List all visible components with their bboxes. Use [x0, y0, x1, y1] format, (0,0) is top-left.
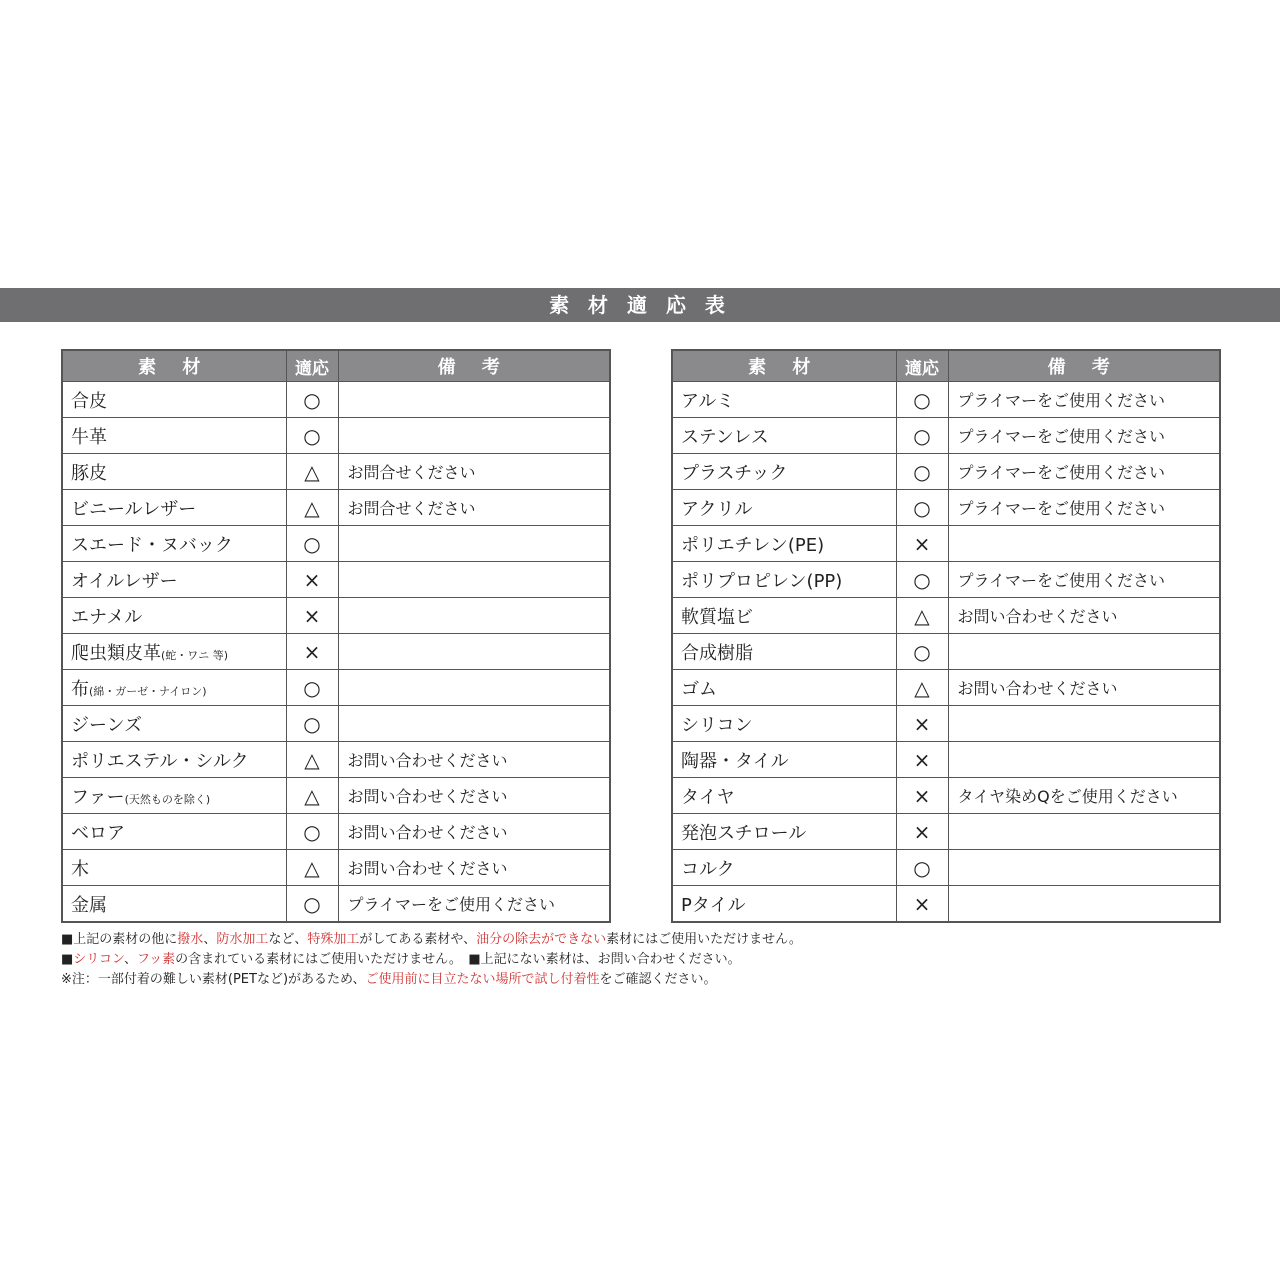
remark-cell: お問い合わせください — [338, 742, 610, 778]
suitability-mark: ○ — [286, 382, 338, 418]
remark-cell — [948, 742, 1220, 778]
table-row — [62, 562, 610, 598]
header-material: 素 材 — [62, 350, 286, 382]
suitability-mark: △ — [286, 850, 338, 886]
suitability-mark: ○ — [896, 490, 948, 526]
material-cell — [672, 526, 896, 562]
material-name: 軟質塩ビ — [681, 606, 753, 628]
table-row — [672, 562, 1220, 598]
table-row — [672, 742, 1220, 778]
remark-cell — [338, 706, 610, 742]
remark-cell — [338, 562, 610, 598]
remark-cell: お問い合わせください — [338, 850, 610, 886]
remark-cell: プライマーをご使用ください — [948, 562, 1220, 598]
table-row — [672, 670, 1220, 706]
remark-cell: お問い合わせください — [948, 598, 1220, 634]
material-name: ゴム — [681, 678, 717, 700]
material-cell — [672, 670, 896, 706]
header-mark: 適応 — [896, 350, 948, 382]
suitability-mark: ○ — [286, 886, 338, 923]
material-cell — [672, 562, 896, 598]
footnote-line — [61, 950, 1241, 970]
remark-cell — [948, 886, 1220, 923]
suitability-mark: × — [896, 778, 948, 814]
suitability-mark: ○ — [286, 526, 338, 562]
footnote-text: 素材にはご使用いただけません。 — [606, 932, 802, 947]
material-cell — [62, 850, 286, 886]
table-row — [62, 670, 610, 706]
footnote-text: ■ — [61, 952, 74, 967]
material-name: 爬虫類皮革 — [71, 642, 161, 664]
suitability-mark: ○ — [896, 634, 948, 670]
suitability-mark: △ — [286, 454, 338, 490]
material-cell — [62, 562, 286, 598]
highlight-text: ご使用前に目立たない場所で試し付着性 — [365, 972, 600, 987]
footnote-text: 、 — [203, 932, 217, 947]
suitability-mark: × — [286, 634, 338, 670]
footnote-text: ※注：一部付着の難しい素材(PETなど)があるため、 — [61, 972, 366, 987]
material-cell — [62, 454, 286, 490]
remark-cell: お問い合わせください — [338, 814, 610, 850]
remark-cell — [948, 526, 1220, 562]
table-row — [672, 886, 1220, 923]
material-cell — [62, 742, 286, 778]
table-row — [62, 454, 610, 490]
remark-cell — [338, 382, 610, 418]
highlight-text: フッ素 — [137, 952, 176, 967]
table-row — [672, 490, 1220, 526]
suitability-mark: ○ — [896, 850, 948, 886]
material-name: ビニールレザー — [71, 498, 197, 520]
table-row — [62, 886, 610, 923]
material-name: 金属 — [71, 894, 107, 916]
material-subnote: (蛇・ワニ 等) — [161, 648, 229, 662]
material-name: シリコン — [681, 714, 753, 736]
material-name: ジーンズ — [71, 714, 143, 736]
footnote-text: 、 — [124, 952, 138, 967]
footnote-text: ■上記の素材の他に — [61, 932, 178, 947]
remark-cell — [948, 850, 1220, 886]
table-row — [62, 778, 610, 814]
remark-cell — [338, 598, 610, 634]
suitability-mark: ○ — [286, 814, 338, 850]
table-row — [672, 598, 1220, 634]
remark-cell: タイヤ染めQをご使用ください — [948, 778, 1220, 814]
material-name: 豚皮 — [71, 462, 107, 484]
suitability-mark: ○ — [896, 382, 948, 418]
table-title: 素 材 適 応 表 — [0, 288, 1280, 322]
table-row — [62, 526, 610, 562]
suitability-mark: △ — [896, 598, 948, 634]
remark-cell — [338, 670, 610, 706]
material-cell — [62, 814, 286, 850]
remark-cell: プライマーをご使用ください — [948, 490, 1220, 526]
material-cell — [672, 778, 896, 814]
table-row — [62, 742, 610, 778]
material-cell — [672, 814, 896, 850]
material-cell — [62, 526, 286, 562]
material-name: コルク — [681, 858, 735, 880]
suitability-mark: × — [286, 562, 338, 598]
suitability-mark: × — [896, 526, 948, 562]
footnote-text: の含まれている素材にはご使用いただけません。 ■上記にない素材は、お問い合わせください。 — [175, 952, 741, 967]
table-row — [62, 598, 610, 634]
remark-cell — [338, 418, 610, 454]
material-cell — [672, 490, 896, 526]
suitability-mark: ○ — [896, 562, 948, 598]
footnote-line — [61, 970, 1241, 990]
remark-cell — [338, 634, 610, 670]
material-name: 牛革 — [71, 426, 107, 448]
material-name: 布 — [71, 678, 89, 700]
table-row — [672, 382, 1220, 418]
header-note: 備 考 — [338, 350, 610, 382]
suitability-mark: △ — [286, 778, 338, 814]
suitability-mark: ○ — [286, 670, 338, 706]
material-subnote: (天然ものを除く) — [124, 792, 211, 806]
table-row — [672, 454, 1220, 490]
suitability-mark: × — [896, 742, 948, 778]
table-row — [672, 526, 1220, 562]
table-row — [672, 706, 1220, 742]
header-note: 備 考 — [948, 350, 1220, 382]
highlight-text: シリコン — [73, 952, 124, 967]
table-row — [62, 490, 610, 526]
material-name: ファー — [71, 786, 125, 808]
remark-cell: お問い合わせください — [338, 778, 610, 814]
footnote-text: など、 — [268, 932, 308, 947]
material-cell — [672, 850, 896, 886]
remark-cell — [948, 814, 1220, 850]
suitability-mark: ○ — [896, 418, 948, 454]
remark-cell — [338, 526, 610, 562]
table-row — [62, 814, 610, 850]
suitability-mark: × — [286, 598, 338, 634]
material-name: アクリル — [681, 498, 753, 520]
header-material: 素 材 — [672, 350, 896, 382]
material-table-right — [671, 349, 1221, 923]
footnote-line — [61, 930, 1241, 950]
remark-cell: プライマーをご使用ください — [338, 886, 610, 923]
material-name: 合成樹脂 — [681, 642, 753, 664]
material-cell — [672, 418, 896, 454]
suitability-mark: △ — [896, 670, 948, 706]
material-name: オイルレザー — [71, 570, 178, 592]
remark-cell: プライマーをご使用ください — [948, 382, 1220, 418]
highlight-text: 防水加工 — [216, 932, 269, 947]
footnote-text: をご確認ください。 — [599, 972, 717, 987]
material-cell — [62, 382, 286, 418]
material-name: プラスチック — [681, 462, 788, 484]
footnotes — [61, 930, 1241, 990]
material-table-left — [61, 349, 611, 923]
material-cell — [672, 886, 896, 923]
remark-cell: お問合せください — [338, 454, 610, 490]
material-cell — [672, 598, 896, 634]
material-name: アルミ — [681, 390, 735, 412]
material-cell — [62, 670, 286, 706]
material-name: ポリエチレン(PE) — [681, 534, 825, 556]
suitability-mark: ○ — [896, 454, 948, 490]
table-row — [62, 706, 610, 742]
highlight-text: 特殊加工 — [307, 932, 360, 947]
material-name: スエード・ヌバック — [71, 534, 233, 556]
table-row — [672, 850, 1220, 886]
suitability-mark: × — [896, 814, 948, 850]
remark-cell: お問い合わせください — [948, 670, 1220, 706]
material-cell — [672, 382, 896, 418]
material-name: 発泡スチロール — [681, 822, 807, 844]
material-name: エナメル — [71, 606, 143, 628]
highlight-text: 油分の除去ができない — [476, 932, 607, 947]
material-cell — [62, 778, 286, 814]
table-row — [62, 382, 610, 418]
material-subnote: (綿・ガーゼ・ナイロン) — [89, 684, 207, 698]
header-mark: 適応 — [286, 350, 338, 382]
table-row — [672, 814, 1220, 850]
table-row — [672, 634, 1220, 670]
remark-cell — [948, 634, 1220, 670]
suitability-mark: ○ — [286, 418, 338, 454]
material-cell — [672, 742, 896, 778]
material-cell — [62, 598, 286, 634]
material-cell — [62, 490, 286, 526]
remark-cell: プライマーをご使用ください — [948, 454, 1220, 490]
material-name: ポリプロピレン(PP) — [681, 570, 843, 592]
suitability-mark: ○ — [286, 706, 338, 742]
material-name: 陶器・タイル — [681, 750, 789, 772]
highlight-text: 撥水 — [177, 932, 204, 947]
material-name: 木 — [71, 858, 89, 880]
suitability-mark: △ — [286, 742, 338, 778]
material-cell — [672, 634, 896, 670]
table-row — [672, 418, 1220, 454]
material-cell — [62, 706, 286, 742]
material-name: 合皮 — [71, 390, 107, 412]
material-name: ポリエステル・シルク — [71, 750, 249, 772]
material-cell — [62, 634, 286, 670]
suitability-mark: × — [896, 886, 948, 923]
table-row — [62, 634, 610, 670]
table-row — [62, 850, 610, 886]
footnote-text: がしてある素材や、 — [359, 932, 477, 947]
remark-cell: プライマーをご使用ください — [948, 418, 1220, 454]
suitability-mark: × — [896, 706, 948, 742]
remark-cell — [948, 706, 1220, 742]
material-cell — [62, 418, 286, 454]
material-name: タイヤ — [681, 786, 735, 808]
material-cell — [672, 454, 896, 490]
material-cell — [672, 706, 896, 742]
material-name: ステンレス — [681, 426, 769, 448]
material-name: Pタイル — [681, 894, 746, 916]
material-name: ベロア — [71, 822, 125, 844]
material-cell — [62, 886, 286, 923]
remark-cell: お問合せください — [338, 490, 610, 526]
table-row — [62, 418, 610, 454]
suitability-mark: △ — [286, 490, 338, 526]
table-row — [672, 778, 1220, 814]
